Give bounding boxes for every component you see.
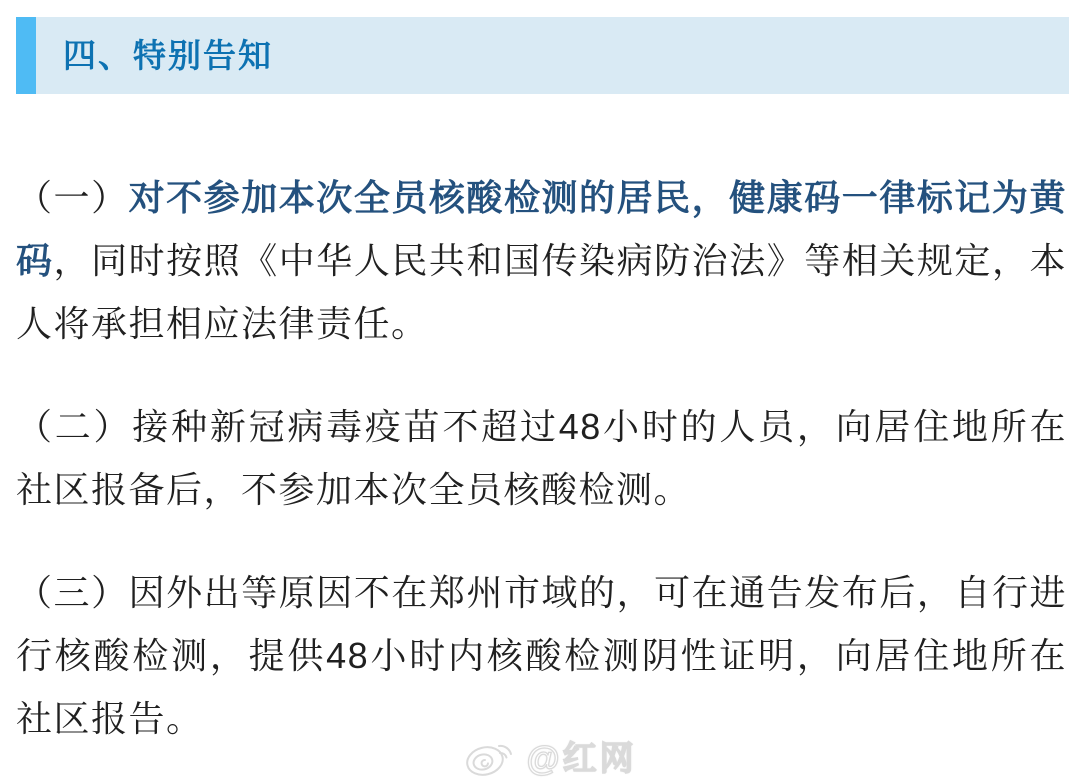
paragraph-1-bold-run: 对不参加本次全员核酸检测的居民，健康码一律标记为黄码 [16, 177, 1067, 281]
paragraph-1 [16, 166, 1067, 355]
watermark-label: @红网 [526, 740, 637, 778]
section-title: 四、特别告知 [63, 37, 273, 74]
paragraph-1-rest: ，同时按照《中华人民共和国传染病防治法》等相关规定，本人将承担相应法律责任。 [16, 240, 1067, 344]
paragraph-1-prefix: （一） [16, 177, 129, 218]
notice-body [16, 94, 1067, 750]
header-accent-bar [16, 17, 36, 94]
paragraph-2: （二）接种新冠病毒疫苗不超过48小时的人员，向居住地所在社区报备后，不参加本次全员核酸检测。 [16, 406, 1067, 510]
section-header [16, 17, 1069, 94]
paragraph-3: （三）因外出等原因不在郑州市域的，可在通告发布后，自行进行核酸检测，提供48小时内核酸检测阴性证明，向居住地所在社区报告。 [16, 572, 1067, 739]
